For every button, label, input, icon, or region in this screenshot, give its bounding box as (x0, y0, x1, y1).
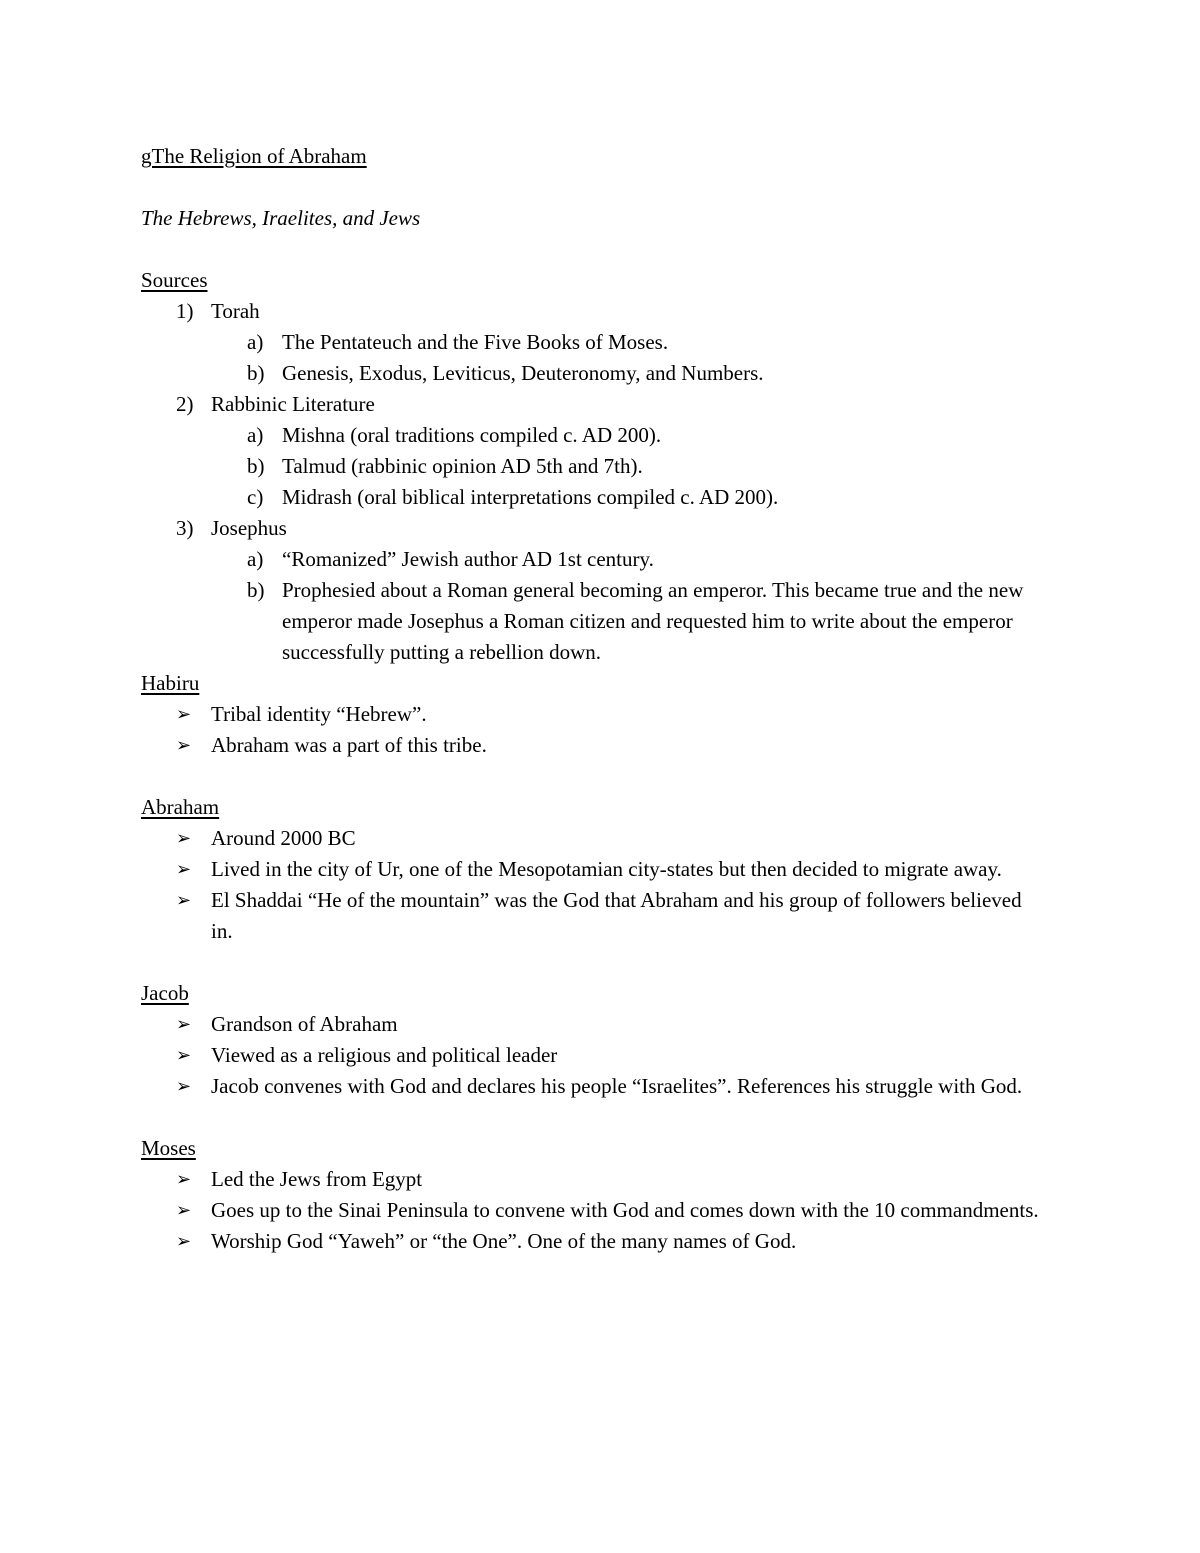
arrow-bullet-icon: ➢ (176, 1045, 192, 1066)
list-item-text: Midrash (oral biblical interpretations compiled c. AD 200). (282, 485, 779, 509)
list-marker: 3) (176, 516, 194, 540)
list-item (141, 482, 1061, 513)
list-item-text: El Shaddai “He of the mountain” was the God that Abraham and his group of followers believed in. (211, 888, 1022, 943)
list-item (141, 1195, 1041, 1226)
document-subtitle: The Hebrews, Iraelites, and Jews (141, 206, 421, 230)
list-item-text: Grandson of Abraham (211, 1012, 398, 1036)
habiru-heading: Habiru (141, 671, 200, 695)
list-marker: a) (247, 547, 264, 571)
section-spacer (141, 947, 1061, 978)
list-item (141, 358, 1061, 389)
list-item (141, 1040, 1041, 1071)
list-item-text: “Romanized” Jewish author AD 1st century. (282, 547, 654, 571)
list-item (141, 451, 1061, 482)
section-spacer (141, 761, 1061, 792)
list-item (141, 854, 1041, 885)
list-item (141, 575, 1042, 668)
list-item (141, 699, 1041, 730)
document-page (141, 141, 1061, 1257)
arrow-bullet-icon: ➢ (176, 859, 192, 880)
arrow-bullet-icon: ➢ (176, 1169, 192, 1190)
list-item-text: Jacob convenes with God and declares his people “Israelites”. References his struggle with God. (211, 1074, 1023, 1098)
list-item (141, 544, 1061, 575)
list-item (141, 1226, 1041, 1257)
list-item-text: Prophesied about a Roman general becoming an emperor. This became true and the new emperor made Josephus a Roman citizen and requested him to write about the emperor successfully putting a rebellion down. (282, 578, 1024, 664)
arrow-bullet-icon: ➢ (176, 1231, 192, 1252)
list-item-text: Worship God “Yaweh” or “the One”. One of the many names of God. (211, 1229, 797, 1253)
arrow-bullet-icon: ➢ (176, 828, 192, 849)
jacob-heading: Jacob (141, 981, 189, 1005)
list-item (141, 823, 1041, 854)
list-item (141, 730, 1041, 761)
list-item-text: Around 2000 BC (211, 826, 356, 850)
section-spacer (141, 1102, 1061, 1133)
list-item (141, 420, 1061, 451)
arrow-bullet-icon: ➢ (176, 735, 192, 756)
list-item-text: Led the Jews from Egypt (211, 1167, 423, 1191)
arrow-bullet-icon: ➢ (176, 1076, 192, 1097)
sources-heading: Sources (141, 268, 208, 292)
arrow-bullet-icon: ➢ (176, 704, 192, 725)
list-item (141, 1071, 1041, 1102)
list-item-text: Talmud (rabbinic opinion AD 5th and 7th). (282, 454, 643, 478)
list-item (141, 1164, 1041, 1195)
list-item-text: Mishna (oral traditions compiled c. AD 200). (282, 423, 662, 447)
list-item-text: Josephus (211, 516, 287, 540)
list-item-text: Abraham was a part of this tribe. (211, 733, 487, 757)
list-marker: b) (247, 361, 265, 385)
list-marker: a) (247, 423, 264, 447)
list-marker: 2) (176, 392, 194, 416)
list-item (141, 1009, 1041, 1040)
list-item-text: Torah (211, 299, 260, 323)
list-item-text: Goes up to the Sinai Peninsula to convene with God and comes down with the 10 commandments. (211, 1198, 1039, 1222)
arrow-bullet-icon: ➢ (176, 1200, 192, 1221)
list-item-text: The Pentateuch and the Five Books of Moses. (282, 330, 669, 354)
list-marker: a) (247, 330, 264, 354)
moses-heading: Moses (141, 1136, 196, 1160)
arrow-bullet-icon: ➢ (176, 890, 192, 911)
list-marker: c) (247, 485, 264, 509)
list-marker: 1) (176, 299, 194, 323)
list-item-text: Rabbinic Literature (211, 392, 375, 416)
list-item-text: Viewed as a religious and political leader (211, 1043, 558, 1067)
list-item-text: Genesis, Exodus, Leviticus, Deuteronomy, and Numbers. (282, 361, 764, 385)
arrow-bullet-icon: ➢ (176, 1014, 192, 1035)
list-item (141, 327, 1061, 358)
source-item-rabbinic-literature (141, 389, 1061, 420)
list-item-text: Tribal identity “Hebrew”. (211, 702, 427, 726)
list-item (141, 885, 1041, 947)
list-marker: b) (247, 454, 265, 478)
list-marker: b) (247, 578, 265, 602)
source-item-josephus (141, 513, 1061, 544)
document-title: gThe Religion of Abraham (141, 144, 367, 168)
source-item-torah (141, 296, 1061, 327)
list-item-text: Lived in the city of Ur, one of the Mesopotamian city-states but then decided to migrate away. (211, 857, 1002, 881)
abraham-heading: Abraham (141, 795, 220, 819)
